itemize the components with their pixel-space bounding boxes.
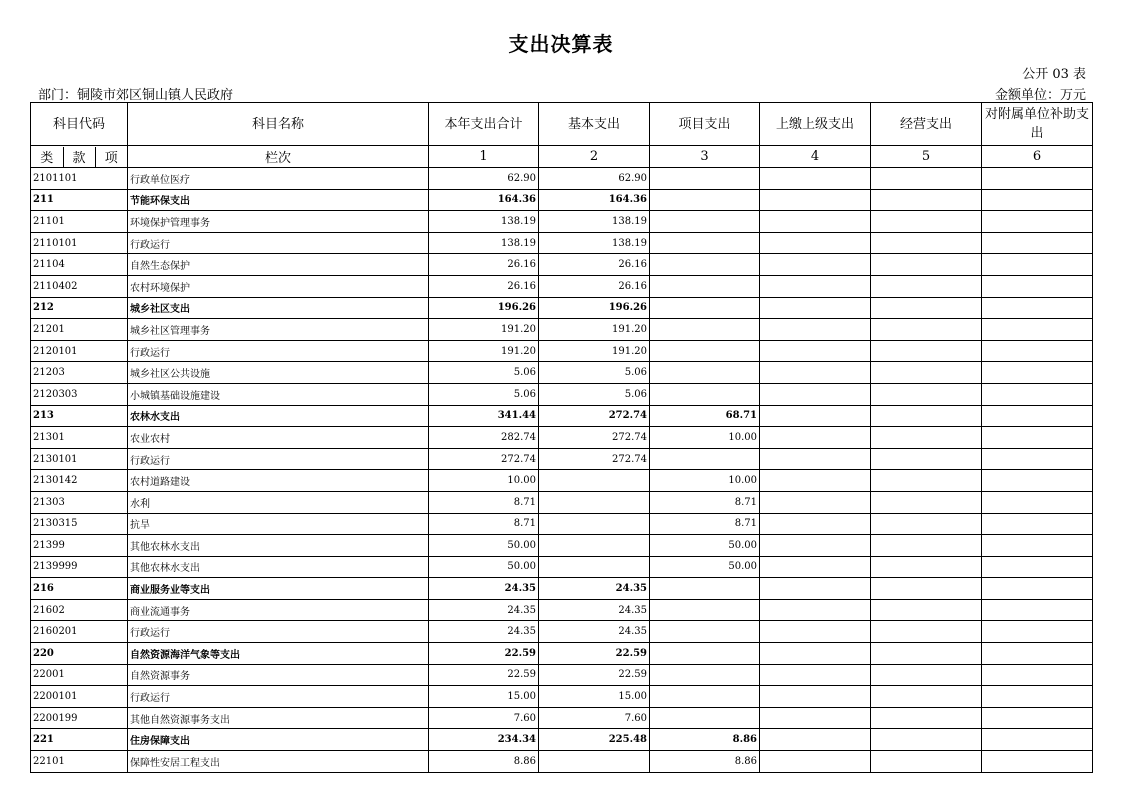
cell-business xyxy=(871,168,982,190)
cell-name: 行政运行 xyxy=(128,621,429,643)
cell-code: 22101 xyxy=(31,751,128,773)
cell-code: 2130315 xyxy=(31,513,128,535)
expenditure-table xyxy=(30,102,1093,773)
cell-upper xyxy=(760,427,871,449)
cell-code: 21201 xyxy=(31,319,128,341)
cell-upper xyxy=(760,535,871,557)
header-code: 科目代码 xyxy=(31,103,128,146)
cell-subsidy xyxy=(982,643,1093,665)
cell-code: 21399 xyxy=(31,535,128,557)
cell-basic: 272.74 xyxy=(539,405,650,427)
cell-name: 自然生态保护 xyxy=(128,254,429,276)
cell-upper xyxy=(760,643,871,665)
cell-name: 城乡社区支出 xyxy=(128,297,429,319)
cell-basic: 24.35 xyxy=(539,578,650,600)
cell-code: 2160201 xyxy=(31,621,128,643)
cell-business xyxy=(871,664,982,686)
table-row xyxy=(31,470,1093,492)
cell-basic: 7.60 xyxy=(539,707,650,729)
cell-project xyxy=(650,578,760,600)
table-row xyxy=(31,319,1093,341)
cell-business xyxy=(871,535,982,557)
cell-subsidy xyxy=(982,491,1093,513)
table-row xyxy=(31,275,1093,297)
cell-project: 10.00 xyxy=(650,470,760,492)
cell-subsidy xyxy=(982,448,1093,470)
cell-subsidy xyxy=(982,621,1093,643)
cell-name: 商业服务业等支出 xyxy=(128,578,429,600)
cell-project: 10.00 xyxy=(650,427,760,449)
cell-code: 2130101 xyxy=(31,448,128,470)
cell-business xyxy=(871,470,982,492)
cell-upper xyxy=(760,362,871,384)
cell-project: 50.00 xyxy=(650,556,760,578)
cell-upper xyxy=(760,189,871,211)
cell-name: 农林水支出 xyxy=(128,405,429,427)
subheader-c1: 1 xyxy=(429,146,539,168)
cell-business xyxy=(871,232,982,254)
table-row xyxy=(31,751,1093,773)
cell-total: 191.20 xyxy=(429,319,539,341)
cell-business xyxy=(871,686,982,708)
cell-business xyxy=(871,578,982,600)
cell-code: 2120101 xyxy=(31,340,128,362)
cell-subsidy xyxy=(982,340,1093,362)
cell-code: 21303 xyxy=(31,491,128,513)
cell-upper xyxy=(760,513,871,535)
cell-name: 农业农村 xyxy=(128,427,429,449)
table-row xyxy=(31,254,1093,276)
subheader-lei: 类 xyxy=(40,151,54,166)
cell-code: 221 xyxy=(31,729,128,751)
cell-project xyxy=(650,621,760,643)
table-row xyxy=(31,211,1093,233)
cell-business xyxy=(871,319,982,341)
cell-upper xyxy=(760,664,871,686)
cell-subsidy xyxy=(982,427,1093,449)
cell-basic: 164.36 xyxy=(539,189,650,211)
table-row xyxy=(31,362,1093,384)
cell-total: 24.35 xyxy=(429,599,539,621)
cell-subsidy xyxy=(982,578,1093,600)
header-project: 项目支出 xyxy=(650,103,760,146)
form-number: 公开 03 表 xyxy=(1022,67,1086,82)
cell-subsidy xyxy=(982,556,1093,578)
header-subsidy: 对附属单位补助支出 xyxy=(982,103,1093,146)
cell-total: 8.71 xyxy=(429,491,539,513)
cell-name: 商业流通事务 xyxy=(128,599,429,621)
cell-upper xyxy=(760,621,871,643)
table-row xyxy=(31,621,1093,643)
cell-business xyxy=(871,189,982,211)
cell-basic: 26.16 xyxy=(539,254,650,276)
table-row xyxy=(31,686,1093,708)
cell-project: 8.86 xyxy=(650,751,760,773)
cell-basic: 15.00 xyxy=(539,686,650,708)
cell-project: 50.00 xyxy=(650,535,760,557)
cell-upper xyxy=(760,254,871,276)
cell-basic: 272.74 xyxy=(539,427,650,449)
cell-upper xyxy=(760,578,871,600)
cell-code: 21203 xyxy=(31,362,128,384)
cell-basic: 191.20 xyxy=(539,340,650,362)
cell-business xyxy=(871,729,982,751)
cell-code: 21301 xyxy=(31,427,128,449)
table-row xyxy=(31,707,1093,729)
cell-name: 行政运行 xyxy=(128,340,429,362)
cell-business xyxy=(871,707,982,729)
cell-project xyxy=(650,664,760,686)
cell-total: 8.86 xyxy=(429,751,539,773)
cell-name: 行政运行 xyxy=(128,448,429,470)
cell-business xyxy=(871,599,982,621)
cell-project xyxy=(650,448,760,470)
cell-business xyxy=(871,405,982,427)
cell-upper xyxy=(760,729,871,751)
cell-total: 10.00 xyxy=(429,470,539,492)
cell-basic: 24.35 xyxy=(539,621,650,643)
table-row xyxy=(31,427,1093,449)
subheader-c4: 4 xyxy=(760,146,871,168)
cell-basic: 272.74 xyxy=(539,448,650,470)
cell-code: 213 xyxy=(31,405,128,427)
department-label: 部门：铜陵市郊区铜山镇人民政府 xyxy=(38,88,234,103)
cell-subsidy xyxy=(982,686,1093,708)
cell-business xyxy=(871,427,982,449)
unit-label: 金额单位：万元 xyxy=(994,88,1086,103)
cell-subsidy xyxy=(982,232,1093,254)
cell-basic: 196.26 xyxy=(539,297,650,319)
cell-business xyxy=(871,254,982,276)
cell-total: 24.35 xyxy=(429,578,539,600)
cell-code: 2200101 xyxy=(31,686,128,708)
cell-total: 50.00 xyxy=(429,556,539,578)
cell-basic: 138.19 xyxy=(539,232,650,254)
cell-name: 自然资源事务 xyxy=(128,664,429,686)
cell-total: 24.35 xyxy=(429,621,539,643)
cell-name: 节能环保支出 xyxy=(128,189,429,211)
cell-project xyxy=(650,340,760,362)
cell-business xyxy=(871,556,982,578)
cell-subsidy xyxy=(982,362,1093,384)
subheader-c3: 3 xyxy=(650,146,760,168)
cell-total: 191.20 xyxy=(429,340,539,362)
subheader-c5: 5 xyxy=(871,146,982,168)
cell-name: 行政单位医疗 xyxy=(128,168,429,190)
header-row xyxy=(31,103,1093,146)
cell-code: 2130142 xyxy=(31,470,128,492)
cell-upper xyxy=(760,383,871,405)
cell-subsidy xyxy=(982,707,1093,729)
cell-name: 自然资源海洋气象等支出 xyxy=(128,643,429,665)
table-row xyxy=(31,513,1093,535)
cell-basic xyxy=(539,491,650,513)
table-row xyxy=(31,535,1093,557)
cell-project: 8.71 xyxy=(650,513,760,535)
cell-subsidy xyxy=(982,254,1093,276)
cell-basic: 22.59 xyxy=(539,643,650,665)
cell-name: 城乡社区管理事务 xyxy=(128,319,429,341)
cell-upper xyxy=(760,297,871,319)
cell-subsidy xyxy=(982,751,1093,773)
cell-upper xyxy=(760,448,871,470)
cell-basic: 22.59 xyxy=(539,664,650,686)
cell-basic: 5.06 xyxy=(539,383,650,405)
cell-project xyxy=(650,189,760,211)
cell-project xyxy=(650,643,760,665)
table-row xyxy=(31,491,1093,513)
subheader-lanci: 栏次 xyxy=(128,146,429,168)
cell-total: 22.59 xyxy=(429,664,539,686)
cell-project: 8.71 xyxy=(650,491,760,513)
cell-project xyxy=(650,383,760,405)
cell-project xyxy=(650,319,760,341)
cell-business xyxy=(871,340,982,362)
cell-upper xyxy=(760,556,871,578)
table-row xyxy=(31,448,1093,470)
cell-subsidy xyxy=(982,470,1093,492)
table-row xyxy=(31,189,1093,211)
cell-name: 保障性安居工程支出 xyxy=(128,751,429,773)
cell-subsidy xyxy=(982,729,1093,751)
cell-project xyxy=(650,254,760,276)
cell-total: 196.26 xyxy=(429,297,539,319)
cell-business xyxy=(871,643,982,665)
cell-project xyxy=(650,168,760,190)
table-row xyxy=(31,729,1093,751)
cell-business xyxy=(871,513,982,535)
cell-total: 50.00 xyxy=(429,535,539,557)
cell-basic: 191.20 xyxy=(539,319,650,341)
cell-upper xyxy=(760,599,871,621)
cell-basic: 5.06 xyxy=(539,362,650,384)
cell-project xyxy=(650,686,760,708)
cell-total: 7.60 xyxy=(429,707,539,729)
cell-project xyxy=(650,707,760,729)
cell-subsidy xyxy=(982,535,1093,557)
cell-upper xyxy=(760,751,871,773)
cell-basic xyxy=(539,470,650,492)
cell-upper xyxy=(760,470,871,492)
table-row xyxy=(31,340,1093,362)
cell-total: 62.90 xyxy=(429,168,539,190)
table-row xyxy=(31,383,1093,405)
cell-upper xyxy=(760,319,871,341)
table-row xyxy=(31,168,1093,190)
cell-project xyxy=(650,362,760,384)
cell-basic: 26.16 xyxy=(539,275,650,297)
cell-total: 138.19 xyxy=(429,232,539,254)
cell-business xyxy=(871,448,982,470)
cell-project xyxy=(650,275,760,297)
cell-subsidy xyxy=(982,168,1093,190)
cell-project xyxy=(650,232,760,254)
cell-basic: 62.90 xyxy=(539,168,650,190)
cell-subsidy xyxy=(982,664,1093,686)
table-row xyxy=(31,664,1093,686)
page-title: 支出决算表 xyxy=(508,32,614,56)
cell-code: 21104 xyxy=(31,254,128,276)
cell-name: 行政运行 xyxy=(128,232,429,254)
cell-total: 22.59 xyxy=(429,643,539,665)
cell-basic xyxy=(539,535,650,557)
table-body xyxy=(31,168,1093,773)
cell-upper xyxy=(760,168,871,190)
cell-total: 341.44 xyxy=(429,405,539,427)
header-total: 本年支出合计 xyxy=(429,103,539,146)
cell-basic: 24.35 xyxy=(539,599,650,621)
cell-name: 其他农林水支出 xyxy=(128,556,429,578)
cell-project xyxy=(650,599,760,621)
table-row xyxy=(31,578,1093,600)
cell-business xyxy=(871,211,982,233)
table-row xyxy=(31,405,1093,427)
cell-code: 2120303 xyxy=(31,383,128,405)
cell-total: 26.16 xyxy=(429,254,539,276)
table-row xyxy=(31,556,1093,578)
cell-project: 68.71 xyxy=(650,405,760,427)
cell-subsidy xyxy=(982,319,1093,341)
cell-subsidy xyxy=(982,513,1093,535)
subheader-code-split xyxy=(31,146,128,168)
subheader-c6: 6 xyxy=(982,146,1093,168)
cell-project: 8.86 xyxy=(650,729,760,751)
cell-upper xyxy=(760,491,871,513)
cell-basic xyxy=(539,751,650,773)
cell-total: 234.34 xyxy=(429,729,539,751)
cell-subsidy xyxy=(982,297,1093,319)
cell-code: 212 xyxy=(31,297,128,319)
cell-code: 211 xyxy=(31,189,128,211)
header-name: 科目名称 xyxy=(128,103,429,146)
cell-total: 272.74 xyxy=(429,448,539,470)
cell-total: 26.16 xyxy=(429,275,539,297)
cell-code: 220 xyxy=(31,643,128,665)
subheader-row xyxy=(31,146,1093,168)
cell-basic: 225.48 xyxy=(539,729,650,751)
cell-total: 282.74 xyxy=(429,427,539,449)
cell-code: 2101101 xyxy=(31,168,128,190)
cell-total: 5.06 xyxy=(429,362,539,384)
cell-name: 行政运行 xyxy=(128,686,429,708)
header-upper: 上缴上级支出 xyxy=(760,103,871,146)
cell-business xyxy=(871,362,982,384)
cell-code: 21101 xyxy=(31,211,128,233)
cell-subsidy xyxy=(982,405,1093,427)
cell-name: 水利 xyxy=(128,491,429,513)
cell-upper xyxy=(760,232,871,254)
subheader-c2: 2 xyxy=(539,146,650,168)
cell-business xyxy=(871,383,982,405)
cell-upper xyxy=(760,275,871,297)
cell-code: 21602 xyxy=(31,599,128,621)
cell-project xyxy=(650,297,760,319)
cell-code: 22001 xyxy=(31,664,128,686)
cell-subsidy xyxy=(982,211,1093,233)
cell-total: 5.06 xyxy=(429,383,539,405)
cell-subsidy xyxy=(982,189,1093,211)
cell-code: 2110402 xyxy=(31,275,128,297)
cell-upper xyxy=(760,707,871,729)
cell-basic xyxy=(539,556,650,578)
subheader-xiang: 项 xyxy=(104,151,118,166)
cell-project xyxy=(650,211,760,233)
cell-name: 其他自然资源事务支出 xyxy=(128,707,429,729)
table-row xyxy=(31,297,1093,319)
cell-name: 城乡社区公共设施 xyxy=(128,362,429,384)
cell-upper xyxy=(760,340,871,362)
cell-business xyxy=(871,297,982,319)
cell-total: 15.00 xyxy=(429,686,539,708)
cell-upper xyxy=(760,211,871,233)
header-business: 经营支出 xyxy=(871,103,982,146)
cell-upper xyxy=(760,686,871,708)
cell-total: 138.19 xyxy=(429,211,539,233)
cell-code: 216 xyxy=(31,578,128,600)
cell-name: 农村道路建设 xyxy=(128,470,429,492)
table-row xyxy=(31,643,1093,665)
cell-name: 抗旱 xyxy=(128,513,429,535)
subheader-kuan: 款 xyxy=(63,147,95,167)
cell-code: 2139999 xyxy=(31,556,128,578)
cell-basic: 138.19 xyxy=(539,211,650,233)
table-row xyxy=(31,599,1093,621)
cell-name: 其他农林水支出 xyxy=(128,535,429,557)
cell-subsidy xyxy=(982,275,1093,297)
cell-subsidy xyxy=(982,599,1093,621)
cell-business xyxy=(871,621,982,643)
cell-code: 2200199 xyxy=(31,707,128,729)
cell-name: 农村环境保护 xyxy=(128,275,429,297)
cell-business xyxy=(871,275,982,297)
cell-total: 8.71 xyxy=(429,513,539,535)
cell-total: 164.36 xyxy=(429,189,539,211)
cell-name: 小城镇基础设施建设 xyxy=(128,383,429,405)
cell-upper xyxy=(760,405,871,427)
cell-business xyxy=(871,751,982,773)
cell-business xyxy=(871,491,982,513)
cell-subsidy xyxy=(982,383,1093,405)
header-basic: 基本支出 xyxy=(539,103,650,146)
table-row xyxy=(31,232,1093,254)
cell-code: 2110101 xyxy=(31,232,128,254)
cell-name: 住房保障支出 xyxy=(128,729,429,751)
cell-basic xyxy=(539,513,650,535)
cell-name: 环境保护管理事务 xyxy=(128,211,429,233)
